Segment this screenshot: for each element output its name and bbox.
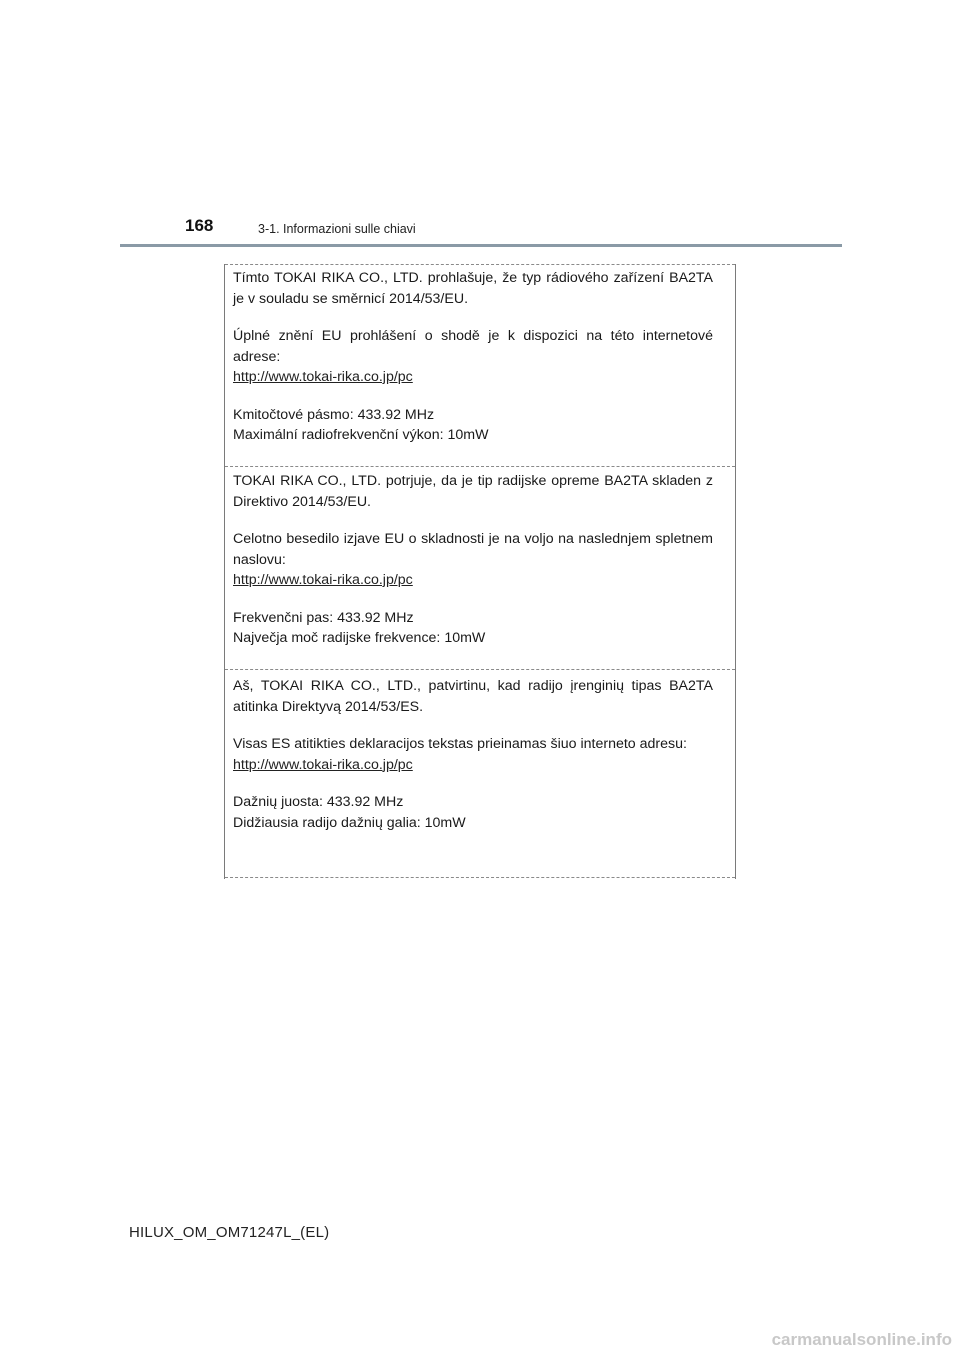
notice-czech <box>225 268 735 468</box>
page-number: 168 <box>185 216 214 235</box>
section-title: 3-1. Informazioni sulle chiavi <box>258 222 416 236</box>
header-rule <box>120 244 842 247</box>
box-bottom-border <box>225 877 735 878</box>
watermark: carmanualsonline.info <box>771 1330 952 1349</box>
declaration-link[interactable]: http://www.tokai-rika.co.jp/pc <box>233 572 413 588</box>
declaration-link[interactable]: http://www.tokai-rika.co.jp/pc <box>233 369 413 385</box>
page-header <box>0 0 960 250</box>
text-location: Celotno besedilo izjave EU o skladnosti je na voljo na naslednjem spletnem naslovu: <box>233 531 713 568</box>
max-power: Didžiausia radijo dažnių galia: 10mW <box>233 814 466 831</box>
max-power: Maximální radiofrekvenční výkon: 10mW <box>233 427 489 443</box>
declaration-link[interactable]: http://www.tokai-rika.co.jp/pc <box>233 756 413 773</box>
frequency-band: Frekvenčni pas: 433.92 MHz <box>233 609 414 626</box>
frequency-band: Dažnių juosta: 433.92 MHz <box>233 794 404 810</box>
text-location: Úplné znění EU prohlášení o shodě je k dispozici na této internetové adrese: <box>233 328 713 365</box>
box-top-border <box>225 264 735 265</box>
text-location: Visas ES atitikties deklaracijos tekstas prieinamas šiuo interneto adresu: <box>233 736 687 752</box>
max-power: Največja moč radijske frekvence: 10mW <box>233 630 486 646</box>
section-divider <box>225 466 735 467</box>
declaration-text: Tímto TOKAI RIKA CO., LTD. prohlašuje, že typ rádiového zařízení BA2TA je v souladu se směrnicí 2014/53/EU. <box>233 270 713 307</box>
frequency-band: Kmitočtové pásmo: 433.92 MHz <box>233 406 435 423</box>
notice-lithuanian <box>225 676 735 876</box>
regulatory-notice-box <box>224 264 736 879</box>
document-code: HILUX_OM_OM71247L_(EL) <box>129 1224 330 1241</box>
declaration-text: TOKAI RIKA CO., LTD. potrjuje, da je tip radijske opreme BA2TA skladen z Direktivo 2014/53/EU. <box>233 473 713 510</box>
declaration-text: Aš, TOKAI RIKA CO., LTD., patvirtinu, kad radijo įrenginių tipas BA2TA atitinka Direktyvą 2014/53/ES. <box>233 678 713 715</box>
section-divider <box>225 669 735 670</box>
notice-slovenian <box>225 471 735 671</box>
